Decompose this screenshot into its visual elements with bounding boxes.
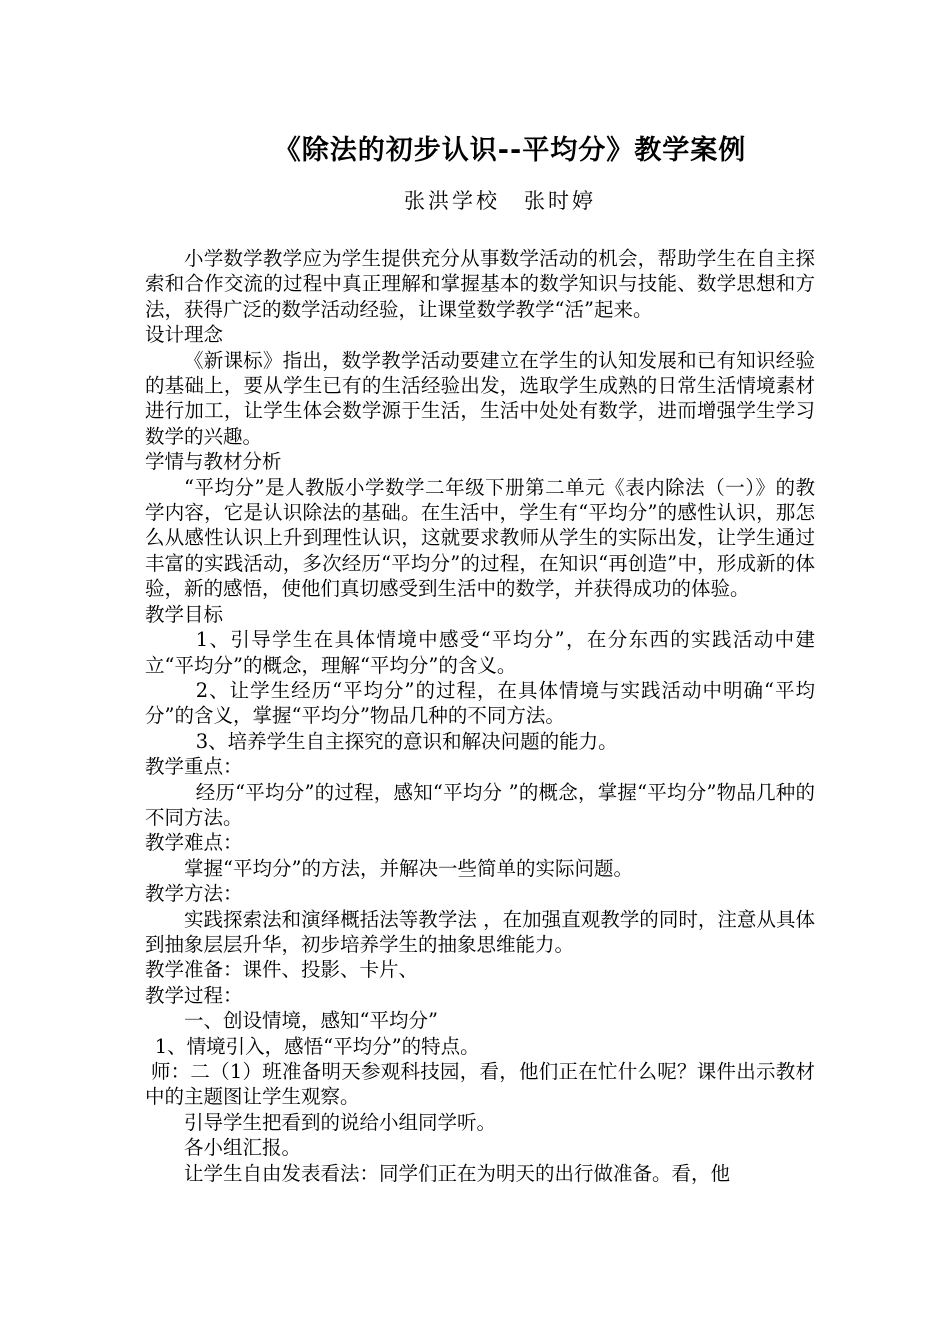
- document-body: [145, 246, 815, 1186]
- section-heading-goals: 教学目标: [145, 602, 224, 626]
- process-part-1: 一、创设情境，感知“平均分”: [184, 1009, 438, 1033]
- teacher-paragraph: 师：二（1）班准备明天参观科技园，看，他们正在忙什么呢？课件出示教材中的主题图让学生观察。: [145, 1060, 815, 1109]
- document-title: 《除法的初步认识--平均分》教学案例: [273, 135, 747, 166]
- author-line: [0, 186, 950, 216]
- design-paragraph: 《新课标》指出，数学教学活动要建立在学生的认知发展和已有知识经验的基础上，要从学生已有的生活经验出发，选取学生成熟的日常生活情境素材进行加工，让学生体会数学源于生活，生活中处处有数学，进而增强学生学习数学的兴趣。: [145, 348, 815, 448]
- discuss-line: 让学生自由发表看法：同学们正在为明天的出行做准备。看，他: [184, 1161, 731, 1185]
- section-heading-difficulties: 教学难点：: [145, 831, 243, 855]
- preparation-line: 教学准备：课件、投影、卡片、: [145, 958, 419, 982]
- analysis-paragraph: “平均分”是人教版小学数学二年级下册第二单元《表内除法（一）》的教学内容，它是认识除法的基础。在生活中，学生有“平均分”的感性认识，那怎么从感性认识上升到理性认识，这就要求教师从学生的实际出发，让学生通过丰富的实践活动，多次经历“平均分”的过程，在知识“再创造”中，形成新的体验，新的感悟，使他们真切感受到生活中的数学，并获得成功的体验。: [145, 475, 815, 601]
- goal-item-3: 3、培养学生自主探究的意识和解决问题的能力。: [195, 729, 618, 753]
- key-points-paragraph: 经历“平均分”的过程，感知“平均分 ”的概念，掌握“平均分”物品几种的不同方法。: [145, 780, 815, 829]
- report-line: 各小组汇报。: [184, 1136, 302, 1160]
- process-step-1: 1、情境引入，感悟“平均分”的特点。: [154, 1034, 480, 1058]
- difficulties-paragraph: 掌握“平均分”的方法，并解决一些简单的实际问题。: [184, 856, 633, 880]
- author-school: 张洪学校: [404, 189, 500, 213]
- goal-item-1: 1、引导学生在具体情境中感受“平均分”，在分东西的实践活动中建立“平均分”的概念，理解“平均分”的含义。: [145, 628, 815, 677]
- methods-paragraph: 实践探索法和演绎概括法等教学法 ，在加强直观教学的同时，注意从具体到抽象层层升华，初步培养学生的抽象思维能力。: [145, 907, 815, 956]
- section-heading-analysis: 学情与教材分析: [145, 450, 282, 474]
- section-heading-design: 设计理念: [145, 323, 224, 347]
- section-heading-key-points: 教学重点：: [145, 755, 243, 779]
- author-name: 张时婷: [524, 189, 596, 213]
- guide-line: 引导学生把看到的说给小组同学听。: [184, 1110, 497, 1134]
- section-heading-methods: 教学方法：: [145, 882, 243, 906]
- goal-item-2: 2、让学生经历“平均分”的过程，在具体情境与实践活动中明确“平均分”的含义，掌握“平均分”物品几种的不同方法。: [145, 678, 815, 728]
- intro-paragraph: 小学数学教学应为学生提供充分从事数学活动的机会，帮助学生在自主探索和合作交流的过程中真正理解和掌握基本的数学知识与技能、数学思想和方法，获得广泛的数学活动经验，让课堂数学教学“活”起来。: [145, 247, 815, 321]
- section-heading-process: 教学过程：: [145, 983, 243, 1007]
